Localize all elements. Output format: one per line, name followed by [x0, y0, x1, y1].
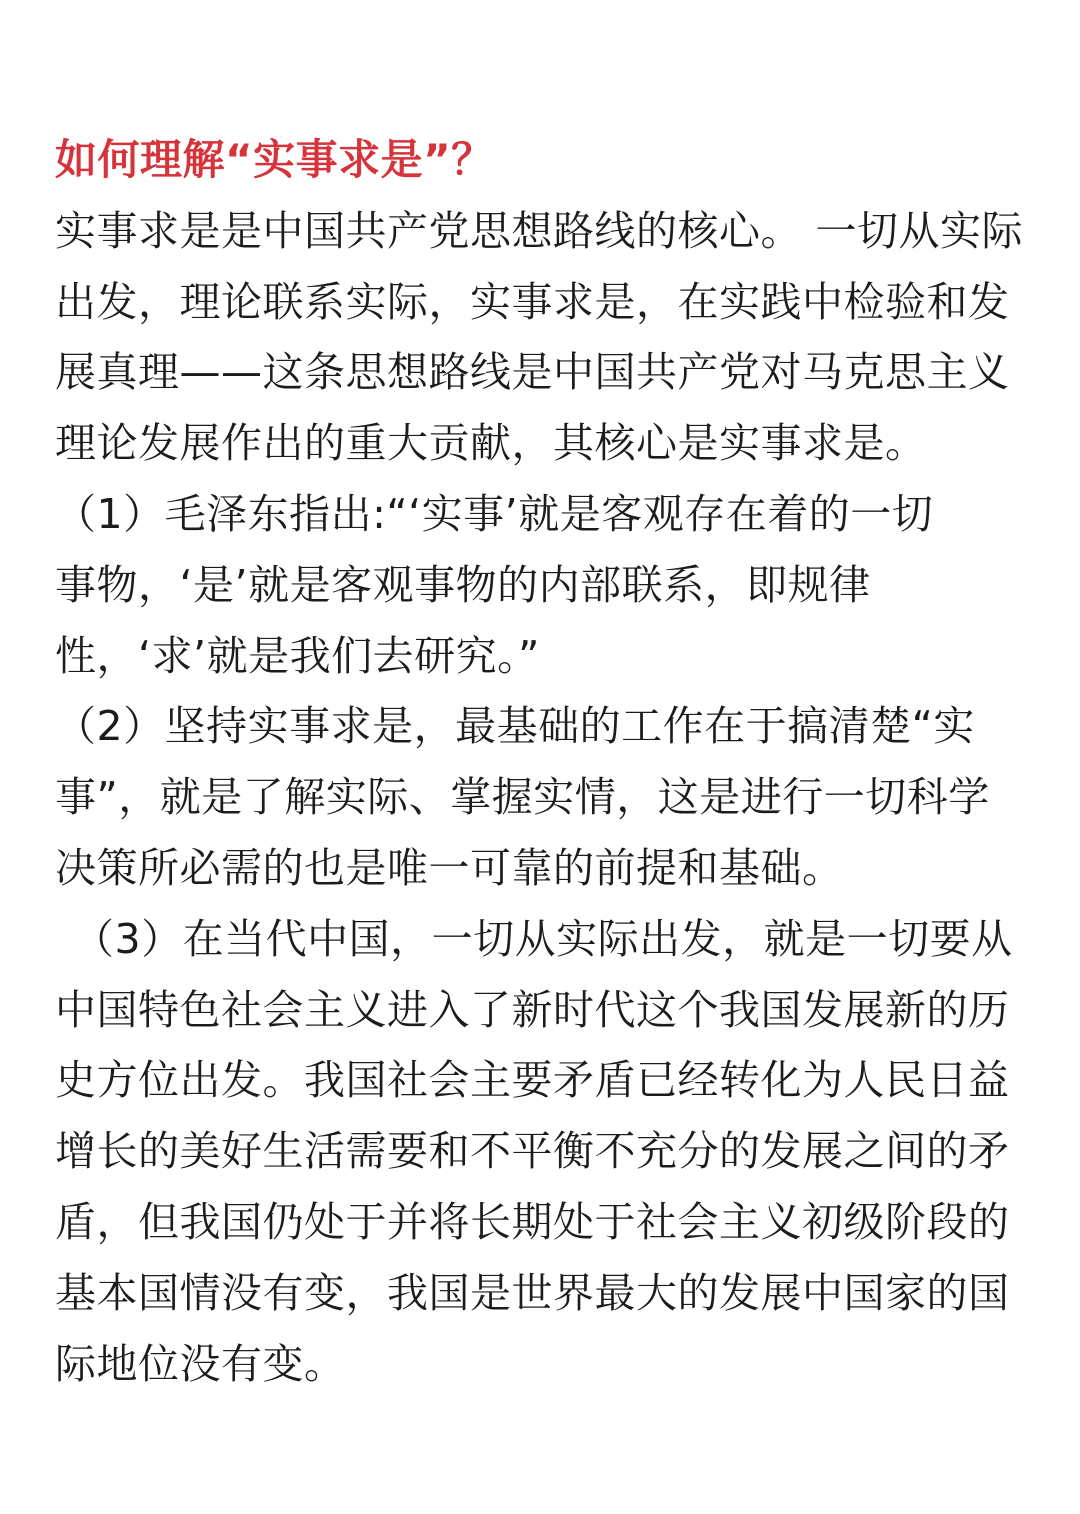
text-line: 基本国情没有变，我国是世界最大的发展中国家的国 — [55, 1268, 1010, 1317]
text-line: 决策所必需的也是唯一可靠的前提和基础。 — [55, 843, 844, 892]
page-title: 如何理解“实事求是”？ — [55, 135, 494, 184]
paragraph-point-3 — [55, 904, 1045, 1400]
text-line: 际地位没有变。 — [55, 1339, 346, 1388]
text-line: 事物，‘是’就是客观事物的内部联系，即规律 — [55, 560, 871, 609]
text-line: 理论发展作出的重大贡献，其核心是实事求是。 — [55, 419, 927, 468]
text-line: 增长的美好生活需要和不平衡不充分的发展之间的矛 — [55, 1127, 1010, 1176]
paragraph-point-1 — [55, 479, 1045, 691]
document-page — [55, 125, 1045, 1399]
text-line: 事”，就是了解实际、掌握实情，这是进行一切科学 — [55, 773, 990, 822]
text-line: 展真理——这条思想路线是中国共产党对马克思主义 — [55, 348, 1010, 397]
text-line: 实事求是是中国共产党思想路线的核心。 一切从实际 — [55, 206, 1024, 255]
text-line: 盾，但我国仍处于并将长期处于社会主义初级阶段的 — [55, 1197, 1010, 1246]
text-line: （1）毛泽东指出:“‘实事’就是客观存在着的一切 — [55, 489, 934, 538]
text-line: 性，‘求’就是我们去研究。” — [55, 631, 540, 680]
text-line: 史方位出发。我国社会主要矛盾已经转化为人民日益 — [55, 1056, 1010, 1105]
paragraph-intro — [55, 196, 1045, 479]
text-line: （3）在当代中国，一切从实际出发，就是一切要从 — [73, 914, 1013, 963]
text-line: 出发，理论联系实际，实事求是，在实践中检验和发 — [55, 277, 1010, 326]
text-line: （2）坚持实事求是，最基础的工作在于搞清楚“实 — [55, 702, 975, 751]
text-line: 中国特色社会主义进入了新时代这个我国发展新的历 — [55, 985, 1010, 1034]
paragraph-point-2 — [55, 691, 1045, 903]
